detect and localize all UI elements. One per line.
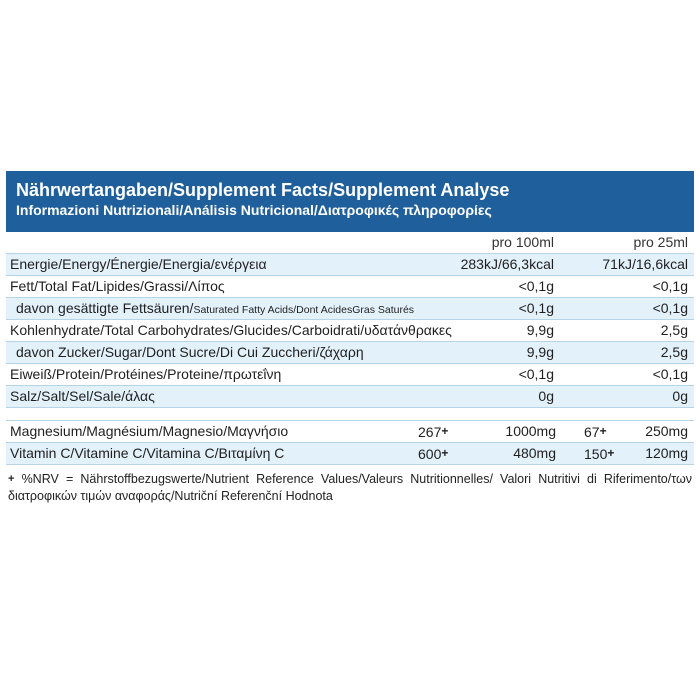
value-per-100ml: 9,9g xyxy=(526,322,554,338)
value-per-100ml: 9,9g xyxy=(526,344,554,360)
mineral-row-vitamin-c xyxy=(6,443,694,465)
table-subtitle: Informazioni Nutrizionali/Análisis Nutricional/Διατροφικές πληροφορίες xyxy=(16,202,492,218)
value-per-100ml: 0g xyxy=(538,388,554,404)
plus-symbol: + xyxy=(441,424,449,438)
nrv-value: 67 xyxy=(584,424,600,440)
plus-symbol: + xyxy=(607,446,615,460)
amount-per-100ml: 1000mg xyxy=(505,423,556,439)
nutrient-label-main: davon gesättigte Fettsäuren/ xyxy=(16,300,194,316)
nutrient-label xyxy=(16,298,414,321)
plus-symbol: + xyxy=(8,473,15,485)
value-per-25ml: 2,5g xyxy=(660,344,688,360)
nrv-per-100ml xyxy=(418,443,448,465)
nutrient-row-saturated-fat xyxy=(6,298,694,320)
plus-symbol: + xyxy=(599,424,607,438)
column-header-25ml: pro 25ml xyxy=(633,234,688,250)
value-per-100ml: <0,1g xyxy=(518,300,554,316)
nutrient-label: Salz/Salt/Sel/Sale/άλας xyxy=(10,388,155,404)
value-per-25ml: 2,5g xyxy=(660,322,688,338)
nutrient-row-carbohydrates xyxy=(6,320,694,342)
nutrient-label-small: Saturated Fatty Acids/Dont AcidesGras Saturés xyxy=(193,304,415,316)
nutrient-label: Fett/Total Fat/Lipides/Grassi/Λίπος xyxy=(10,278,225,294)
value-per-100ml: <0,1g xyxy=(518,278,554,294)
value-per-25ml: <0,1g xyxy=(652,300,688,316)
value-per-100ml: 283kJ/66,3kcal xyxy=(460,256,554,272)
value-per-25ml: 71kJ/16,6kcal xyxy=(602,256,688,272)
mineral-label: Vitamin C/Vitamine C/Vitamina C/Βιταμίνη C xyxy=(10,445,285,461)
nutrient-row-fat xyxy=(6,276,694,298)
amount-per-25ml: 120mg xyxy=(645,445,688,461)
mineral-row-magnesium xyxy=(6,421,694,443)
nutrient-row-energy xyxy=(6,254,694,276)
value-per-25ml: <0,1g xyxy=(652,278,688,294)
mineral-label: Magnesium/Magnésium/Magnesio/Μαγνήσιο xyxy=(10,423,289,439)
nrv-per-25ml xyxy=(584,443,614,465)
nutrient-label: Kohlenhydrate/Total Carbohydrates/Glucides/Carboidrati/υδατάνθρακες xyxy=(10,322,452,338)
nutrient-label: Energie/Energy/Énergie/Energia/ενέργεια xyxy=(10,256,267,272)
nutrient-label: davon Zucker/Sugar/Dont Sucre/Di Cui Zuccheri/ζάχαρη xyxy=(16,344,364,360)
nutrition-facts-panel xyxy=(6,171,694,505)
value-per-100ml: <0,1g xyxy=(518,366,554,382)
section-spacer xyxy=(6,408,694,421)
column-header-100ml: pro 100ml xyxy=(491,234,554,250)
nrv-value: 267 xyxy=(418,424,442,440)
nutrient-row-sugar xyxy=(6,342,694,364)
nutrient-row-protein xyxy=(6,364,694,386)
value-per-25ml: 0g xyxy=(672,388,688,404)
footnote xyxy=(6,465,694,505)
column-header-row xyxy=(6,232,694,254)
amount-per-25ml: 250mg xyxy=(645,423,688,439)
plus-symbol: + xyxy=(441,446,449,460)
nutrient-label: Eiweiß/Protein/Protéines/Proteine/πρωτεΐνη xyxy=(10,366,282,382)
nutrient-row-salt xyxy=(6,386,694,408)
footnote-text: %NRV = Nährstoffbezugswerte/Nutrient Reference Values/Valeurs Nutritionnelles/ Valori Nutritivi di Riferimento/των διατροφικών τιμών αναφοράς/Nutriční Referenční Hodnota xyxy=(8,472,692,503)
nrv-value: 150 xyxy=(584,446,608,462)
nrv-per-25ml xyxy=(584,421,607,443)
value-per-25ml: <0,1g xyxy=(652,366,688,382)
table-header xyxy=(6,171,694,232)
amount-per-100ml: 480mg xyxy=(513,445,556,461)
table-title: Nährwertangaben/Supplement Facts/Supplement Analyse xyxy=(16,180,510,200)
nrv-per-100ml xyxy=(418,421,448,443)
nrv-value: 600 xyxy=(418,446,442,462)
